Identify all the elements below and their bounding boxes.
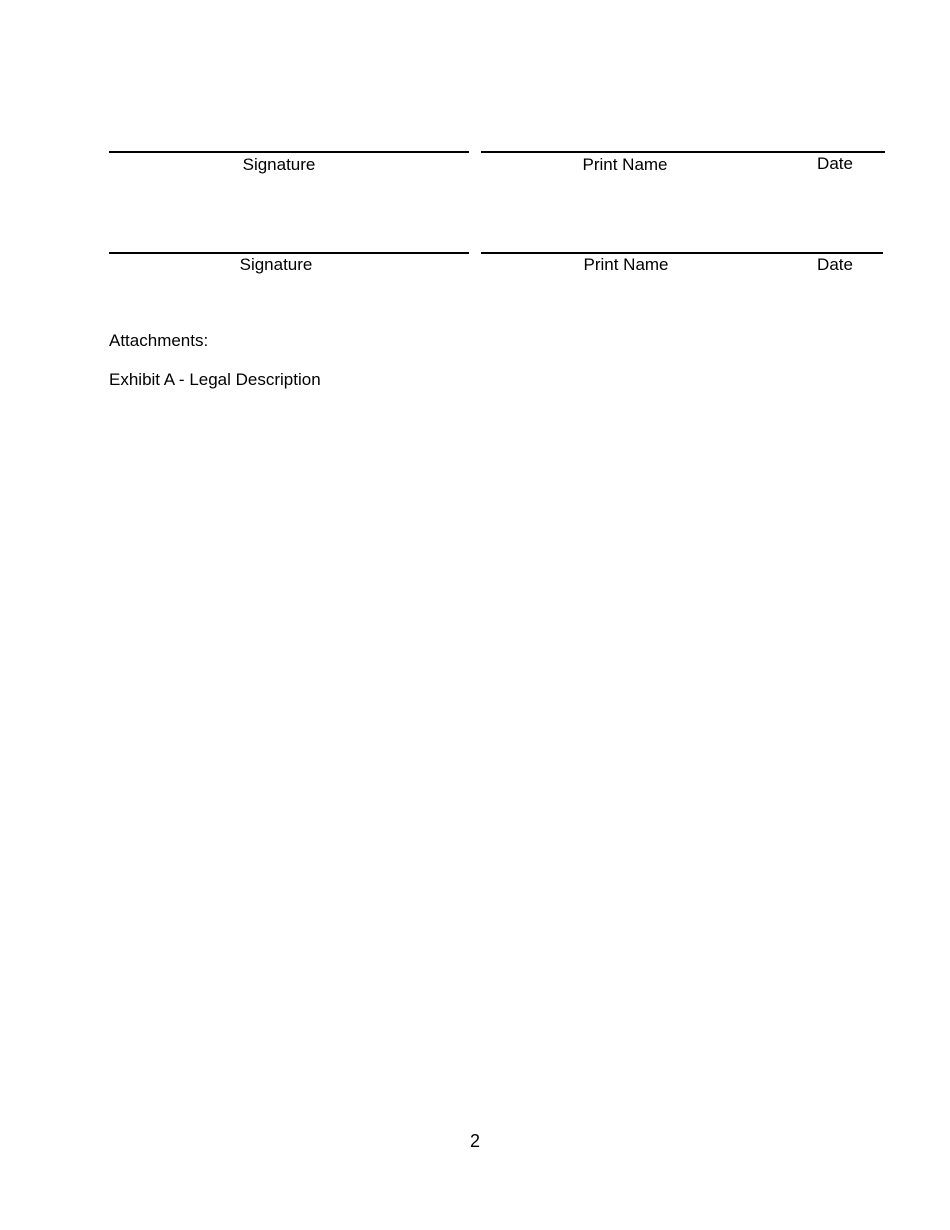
signature-caption: Signature [239,255,313,274]
signature-line [109,252,469,254]
signature-line [109,151,469,153]
print-name-caption: Print Name [583,255,669,274]
print-name-date-line [481,151,885,153]
attachment-item: Exhibit A - Legal Description [109,370,321,389]
date-caption: Date [817,255,853,274]
print-name-date-line [481,252,883,254]
page-number: 2 [469,1131,481,1151]
attachments-heading: Attachments: [109,331,209,350]
signature-caption: Signature [242,155,316,174]
date-caption: Date [817,154,853,173]
signature-block-2 [0,0,950,274]
print-name-caption: Print Name [582,155,668,174]
